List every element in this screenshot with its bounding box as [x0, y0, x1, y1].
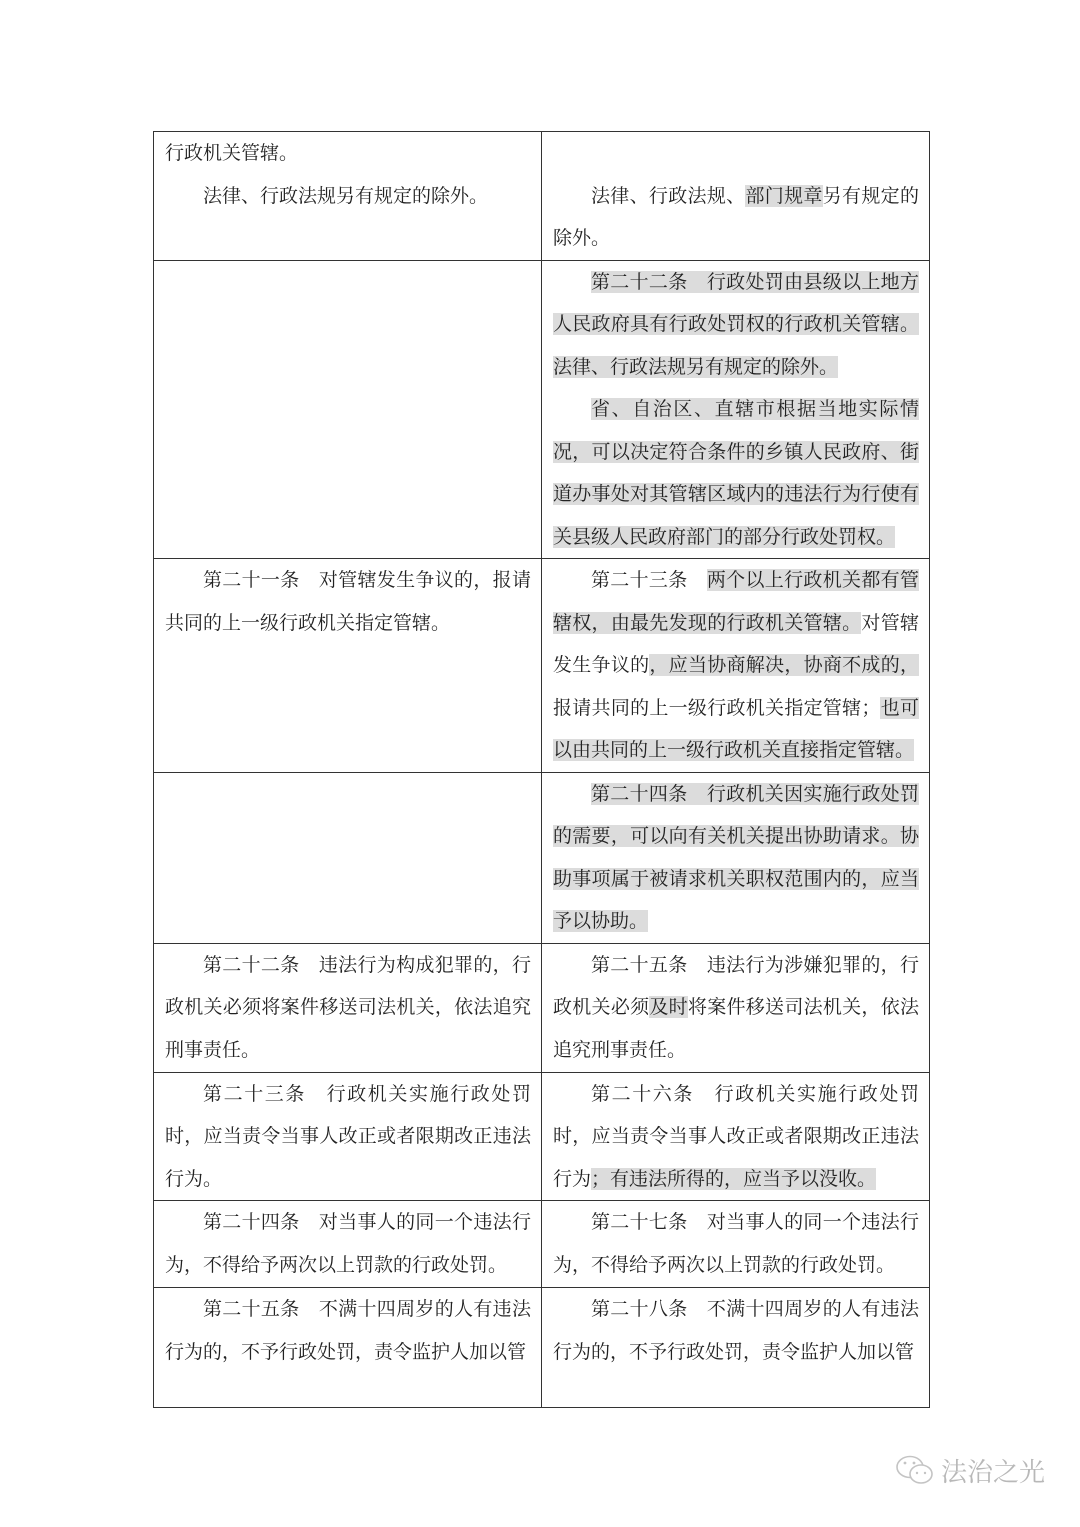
watermark [895, 1452, 1045, 1489]
new-law-cell [542, 132, 930, 261]
text: 第二十四条 对当事人的同一个违法行为，不得给予两次以上罚款的行政处罚。 [165, 1211, 531, 1276]
text: 对管辖发生争议的 [553, 611, 919, 676]
text: 第二十三条 行政机关实施行政处罚时，应当责令当事人改正或者限期改正违法行为。 [165, 1082, 531, 1190]
new-law-cell [542, 1072, 930, 1201]
paragraph [553, 559, 919, 772]
paragraph [553, 1201, 919, 1286]
highlighted-text: ，应当协商解决，协商不成的， [649, 654, 919, 676]
old-law-cell [154, 559, 542, 773]
text: 法律、行政法规、 [591, 184, 746, 207]
table-row [154, 943, 930, 1072]
text: 第二十六条 行政机关实施行政处罚时，应当责令当事人改正或者限期改正违法行为 [553, 1082, 919, 1190]
paragraph [553, 261, 919, 389]
table-row [154, 1201, 930, 1288]
old-law-cell [154, 1072, 542, 1201]
new-law-cell [542, 559, 930, 773]
old-law-cell [154, 1288, 542, 1408]
text: 法律、行政法规另有规定的除外。 [203, 184, 489, 207]
highlighted-text: 省、自治区、直辖市根据当地实际情况，可以决定符合条件的乡镇人民政府、街道办事处对其管辖区域内的违法行为行使有关县级人民政府部门的部分行政处罚权。 [553, 398, 919, 548]
law-comparison-table [153, 131, 930, 1408]
text: 将案件移送司法机关，依法追究刑事责任。 [553, 996, 919, 1061]
table-row [154, 1288, 930, 1408]
table-row [154, 132, 930, 261]
paragraph [553, 944, 919, 1072]
highlighted-text: 第二十四条 行政机关因实施行政处罚的需要，可以向有关机关提出协助请求。协助事项属于被请求机关职权范围内的，应当予以协助。 [553, 782, 919, 932]
new-law-cell [542, 943, 930, 1072]
paragraph [165, 944, 531, 1072]
new-law-cell [542, 260, 930, 559]
paragraph [553, 132, 919, 175]
text: 第二十七条 对当事人的同一个违法行为，不得给予两次以上罚款的行政处罚。 [553, 1211, 919, 1276]
text: 第二十一条 对管辖发生争议的，报请共同的上一级行政机关指定管辖。 [165, 569, 531, 634]
paragraph [553, 1073, 919, 1201]
text: 第二十三条 [591, 569, 707, 591]
highlighted-text: 部门规章 [745, 184, 823, 207]
new-law-cell [542, 1288, 930, 1408]
paragraph [165, 132, 531, 175]
old-law-cell [154, 772, 542, 943]
highlighted-text: 及时 [649, 996, 688, 1018]
highlighted-text: 第二十二条 行政处罚由县级以上地方人民政府具有行政处罚权的行政机关管辖。法律、行政法规另有规定的除外。 [553, 270, 919, 378]
text: 第二十二条 违法行为构成犯罪的，行政机关必须将案件移送司法机关，依法追究刑事责任。 [165, 953, 531, 1061]
highlighted-text: 也可以由共同的上一级行政机关直接指定管辖。 [553, 696, 919, 761]
wechat-icon [895, 1454, 935, 1488]
new-law-cell [542, 1201, 930, 1288]
old-law-cell [154, 132, 542, 261]
old-law-cell [154, 260, 542, 559]
text: 第二十八条 不满十四周岁的人有违法行为的，不予行政处罚，责令监护人加以管 [553, 1298, 919, 1363]
text: 第二十五条 不满十四周岁的人有违法行为的，不予行政处罚，责令监护人加以管 [165, 1298, 531, 1363]
text: 报请共同的上一级行政机关指定管辖； [553, 696, 881, 719]
text: 第二十五条 违法行为涉嫌犯罪的，行政机关必须 [553, 953, 919, 1018]
paragraph [553, 773, 919, 943]
paragraph [553, 175, 919, 260]
highlighted-text: 两个以上行政机关都有管辖权，由最先发现的行政机关管辖。 [553, 569, 919, 634]
highlighted-text: ；有违法所得的，应当予以没收。 [591, 1167, 877, 1190]
text: 行政机关管辖。 [165, 142, 299, 164]
old-law-cell [154, 943, 542, 1072]
text: 另有规定的除外。 [553, 184, 919, 249]
watermark-text: 法治之光 [941, 1458, 1046, 1488]
paragraph [165, 1288, 531, 1373]
table-row [154, 1072, 930, 1201]
paragraph [165, 559, 531, 644]
paragraph [165, 175, 531, 218]
new-law-cell [542, 772, 930, 943]
paragraph [553, 1288, 919, 1373]
table-row [154, 559, 930, 773]
old-law-cell [154, 1201, 542, 1288]
table-row [154, 260, 930, 559]
paragraph [165, 1073, 531, 1201]
paragraph [165, 1201, 531, 1286]
paragraph [553, 388, 919, 558]
table-row [154, 772, 930, 943]
